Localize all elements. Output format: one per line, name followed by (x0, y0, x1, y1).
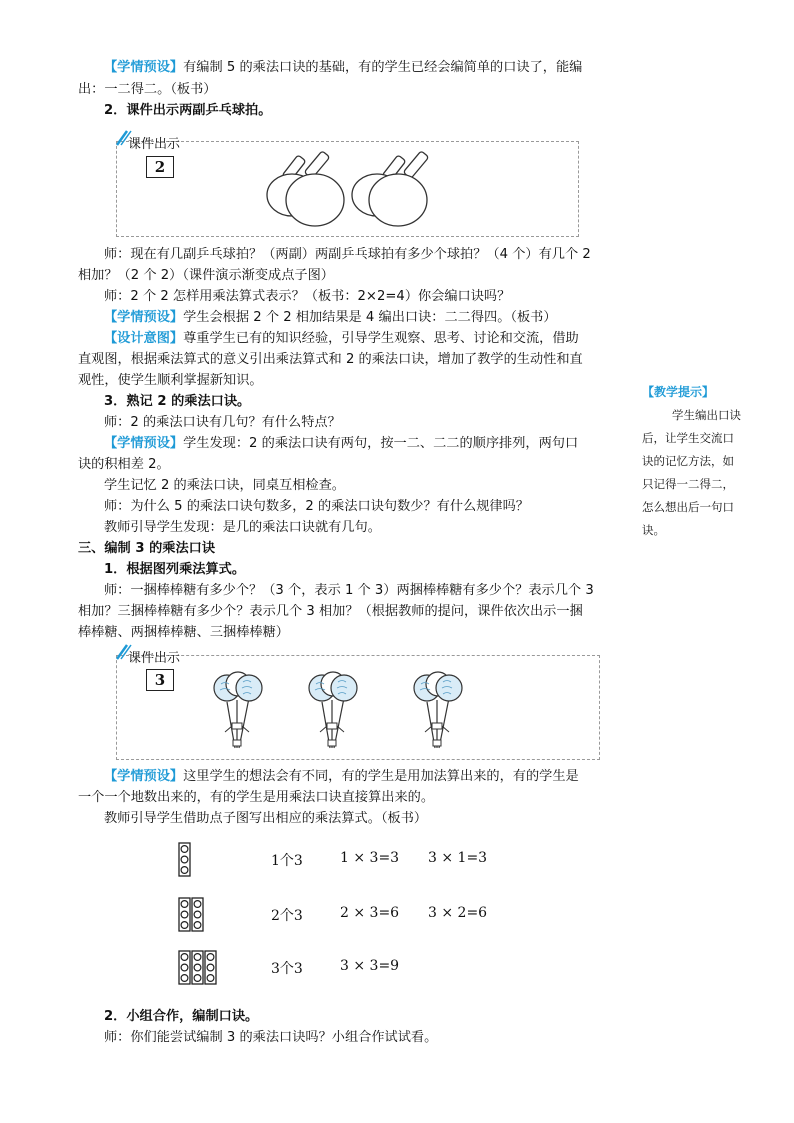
dot (194, 901, 201, 908)
teaching-tip-line: 只记得一二得二， (642, 477, 734, 491)
text-line: 师：2 的乘法口诀有几句？有什么特点？ (104, 415, 341, 430)
multiplication-equation: 1 × 3=3 (340, 850, 400, 866)
dot-column-diagram (178, 842, 193, 878)
text-line: 出：一二得二。（板书） (78, 82, 217, 97)
dot (181, 964, 188, 971)
text-line: 棒棒糖、两捆棒棒糖、三捆棒棒糖） (78, 625, 289, 640)
lollipop-bundle (309, 672, 357, 748)
dot (181, 975, 188, 982)
dot (181, 911, 188, 918)
text-line: 学生记忆 2 的乘法口诀，同桌互相检查。 (104, 478, 345, 493)
tag-label: 【学情预设】 (104, 60, 184, 75)
multiplication-equation: 3 × 3=9 (340, 958, 400, 974)
courseware-number-badge: 3 (146, 669, 174, 691)
teaching-tip-sidebar (642, 381, 762, 542)
multiplication-equation: 3 × 1=3 (428, 850, 488, 866)
text-line: 直观图，根据乘法算式的意义引出乘法算式和 2 的乘法口诀，增加了教学的生动性和直 (78, 352, 583, 367)
text-line: 一个一个地数出来的，有的学生是用乘法口诀直接算出来的。 (78, 790, 435, 805)
courseware-title: 课件出示 (128, 651, 181, 666)
text-line (104, 329, 579, 348)
text-line: 相加？（2 个 2）（课件演示渐变成点子图） (78, 268, 334, 283)
tag-label: 【设计意图】 (104, 331, 184, 346)
tag-label: 【学情预设】 (104, 436, 184, 451)
section-step-heading: 3．熟记 2 的乘法口诀。 (104, 394, 251, 409)
dot (181, 954, 188, 961)
section-heading: 三、编制 3 的乘法口诀 (78, 541, 216, 556)
dot-column-diagram (178, 897, 206, 933)
dot (181, 922, 188, 929)
equation-label: 1个3 (271, 853, 303, 869)
text-line: 教师引导学生借助点子图写出相应的乘法算式。（板书） (104, 811, 428, 826)
dot (181, 867, 188, 874)
text-line: 观性，使学生顺利掌握新知识。 (78, 373, 263, 388)
racket-pair-1 (267, 151, 344, 226)
text-line: 相加？三捆棒棒糖有多少个？表示几个 3 相加？（根据教师的提问，课件依次出示一捆 (78, 604, 583, 619)
multiplication-equation: 2 × 3=6 (340, 905, 400, 921)
text-line: 师：一捆棒棒糖有多少个？（3 个，表示 1 个 3）两捆棒棒糖有多少个？表示几个 3 (104, 583, 594, 598)
text-line (104, 308, 557, 327)
dot (207, 954, 214, 961)
section-step-heading: 2．课件出示两副乒乓球拍。 (104, 103, 272, 118)
dot (194, 911, 201, 918)
section-step-heading: 2．小组合作，编制口诀。 (104, 1009, 259, 1024)
lollipop-bundle (414, 672, 462, 748)
line-text: 有编制 5 的乘法口诀的基础，有的学生已经会编简单的口诀了，能编 (183, 60, 583, 75)
teaching-tip-line: 怎么想出后一句口 (642, 500, 734, 514)
dot (181, 856, 188, 863)
text-line: 师：你们能尝试编制 3 的乘法口诀吗？小组合作试试看。 (104, 1030, 438, 1045)
courseware-title: 课件出示 (128, 137, 181, 152)
text-line: 师：为什么 5 的乘法口诀句数多，2 的乘法口诀句数少？有什么规律吗？ (104, 499, 529, 514)
text-line: 教师引导学生发现：是几的乘法口诀就有几句。 (104, 520, 381, 535)
dot (194, 954, 201, 961)
text-line: 师：2 个 2 怎样用乘法算式表示？（板书：2×2=4）你会编口诀吗？ (104, 289, 511, 304)
equation-label: 3个3 (271, 961, 303, 977)
dot-column-diagram (178, 950, 219, 986)
ping-pong-rackets-illustration (250, 150, 440, 230)
text-line: 诀的积相差 2。 (78, 457, 170, 472)
dot (181, 846, 188, 853)
dot (207, 975, 214, 982)
equation-label: 2个3 (271, 908, 303, 924)
tag-label: 【学情预设】 (104, 310, 184, 325)
text-line: 师：现在有几副乒乓球拍？（两副）两副乒乓球拍有多少个球拍？（4 个）有几个 2 (104, 247, 591, 262)
courseware-number-badge: 2 (146, 156, 174, 178)
racket-pair-2 (352, 151, 429, 226)
text-line (104, 767, 579, 786)
teaching-tip-title: 【教学提示】 (642, 385, 715, 399)
teaching-tip-line: 诀的记忆方法，如 (642, 454, 734, 468)
dot (181, 901, 188, 908)
text-line (104, 434, 578, 453)
teaching-tip-line: 学生编出口诀 (672, 408, 741, 422)
dot (194, 922, 201, 929)
tag-label: 【学情预设】 (104, 769, 184, 784)
lollipop-bundles-illustration (205, 668, 475, 756)
text-line (104, 58, 582, 77)
multiplication-equation: 3 × 2=6 (428, 905, 488, 921)
line-text: 这里学生的想法会有不同，有的学生是用加法算出来的，有的学生是 (183, 769, 579, 784)
section-step-heading: 1．根据图列乘法算式。 (104, 562, 246, 577)
dot (194, 964, 201, 971)
line-text: 学生会根据 2 个 2 相加结果是 4 编出口诀：二二得四。（板书） (183, 310, 557, 325)
dot (194, 975, 201, 982)
lollipop-bundle (214, 672, 262, 748)
line-text: 尊重学生已有的知识经验，引导学生观察、思考、讨论和交流，借助 (183, 331, 579, 346)
teaching-tip-line: 后，让学生交流口 (642, 431, 734, 445)
dot (207, 964, 214, 971)
teaching-tip-line: 诀。 (642, 523, 665, 537)
line-text: 学生发现：2 的乘法口诀有两句，按一二、二二的顺序排列，两句口 (183, 436, 579, 451)
